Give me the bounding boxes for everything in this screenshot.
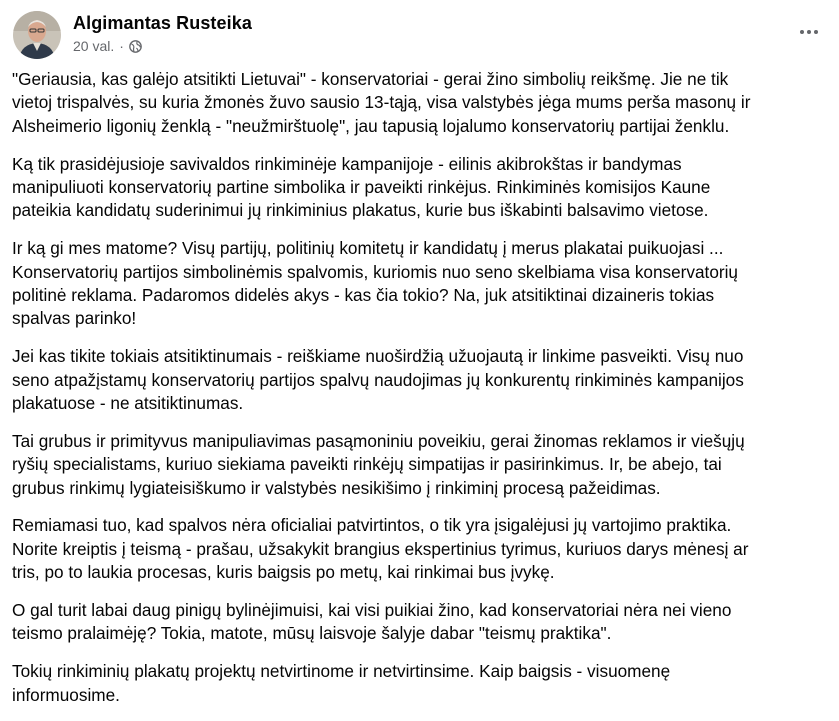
avatar[interactable] bbox=[13, 11, 61, 59]
post-paragraph: Ką tik prasidėjusioje savivaldos rinkiminėje kampanijoje - eilinis akibrokštas ir bandymas manipuliuoti konservatorių partine simbolika ir paveikti rinkėjus. Rinkiminės komisijos Kaune pateikia kandidatų suderinimui jų rinkiminius plakatus, kurie bus iškabinti balsavimo vietose. bbox=[12, 153, 711, 221]
post-body bbox=[12, 68, 830, 721]
post-paragraph: Jei kas tikite tokiais atsitiktinumais - reiškiame nuoširdžią užuojautą ir linkime pasveikti. Visų nuo seno atpažįstamų konservatorių partijos spalvų naudojimas jų konkurentų rinkiminės kampanijos plakatuose - ne atsitiktinumas. bbox=[12, 346, 744, 414]
post-paragraph: Tai grubus ir primityvus manipuliavimas pasąmoniniu poveikiu, gerai žinomas reklamos ir viešųjų ryšių specialistams, kuriuo siekiama paveikti rinkėjų simpatijas ir pasirinkimus. Ir, be abejo, tai grubus rinkimų lygiateisiškumo ir valstybės nesikišimo į rinkiminį procesą pažeidimas. bbox=[12, 430, 745, 498]
post-timestamp[interactable]: 20 val. bbox=[73, 38, 115, 54]
avatar-image bbox=[13, 11, 61, 59]
post-paragraph: O gal turit labai daug pinigų bylinėjimuisi, kai visi puikiai žino, kad konservatoriai nėra nei vieno teismo pralaimėję? Tokia, matote, mūsų laisvoje šalyje dabar "teismų praktika". bbox=[12, 600, 732, 644]
post-paragraph: Ir ką gi mes matome? Visų partijų, politinių komitetų ir kandidatų į merus plakatai puikuojasi ... Konservatorių partijos simbolinėmis spalvomis, kuriomis nuo seno skelbiama visa konservatorių politinė reklama. Padaromos didelės akys - kas čia tokio? Na, juk atsitiktinai dizaineris tokias spalvas parinko! bbox=[12, 238, 738, 329]
post-header bbox=[13, 10, 829, 62]
post-paragraph: Remiamasi tuo, kad spalvos nėra oficialiai patvirtintos, o tik yra įsigalėjusi jų vartojimo praktika. Norite kreiptis į teismą - prašau, užsakykit brangius ekspertinius tyrimus, kuriuos darys mėnesį ar tris, po to laukia procesas, kuris baigsis po metų, kai rinkimai bus įvykę. bbox=[12, 515, 749, 583]
meta-separator: · bbox=[119, 38, 124, 54]
more-options-icon[interactable] bbox=[795, 22, 823, 42]
post-paragraph: "Geriausia, kas galėjo atsitikti Lietuvai" - konservatoriai - gerai žino simbolių reikšmę. Jie ne tik vietoj trispalvės, su kuria žmonės žuvo sausio 13-tąją, visa valstybės jėga mums perša masonų ir Alsheimerio ligonių ženklą - "neužmirštuolę", jau tapusią lojalumo konservatorių partijai ženklu. bbox=[12, 69, 751, 136]
author-name[interactable]: Algimantas Rusteika bbox=[73, 13, 252, 33]
post-meta bbox=[73, 38, 142, 54]
post-paragraph: Tokių rinkiminių plakatų projektų netvirtinome ir netvirtinsime. Kaip baigsis - visuomenę informuosime. bbox=[12, 661, 671, 705]
globe-icon[interactable] bbox=[129, 40, 142, 53]
